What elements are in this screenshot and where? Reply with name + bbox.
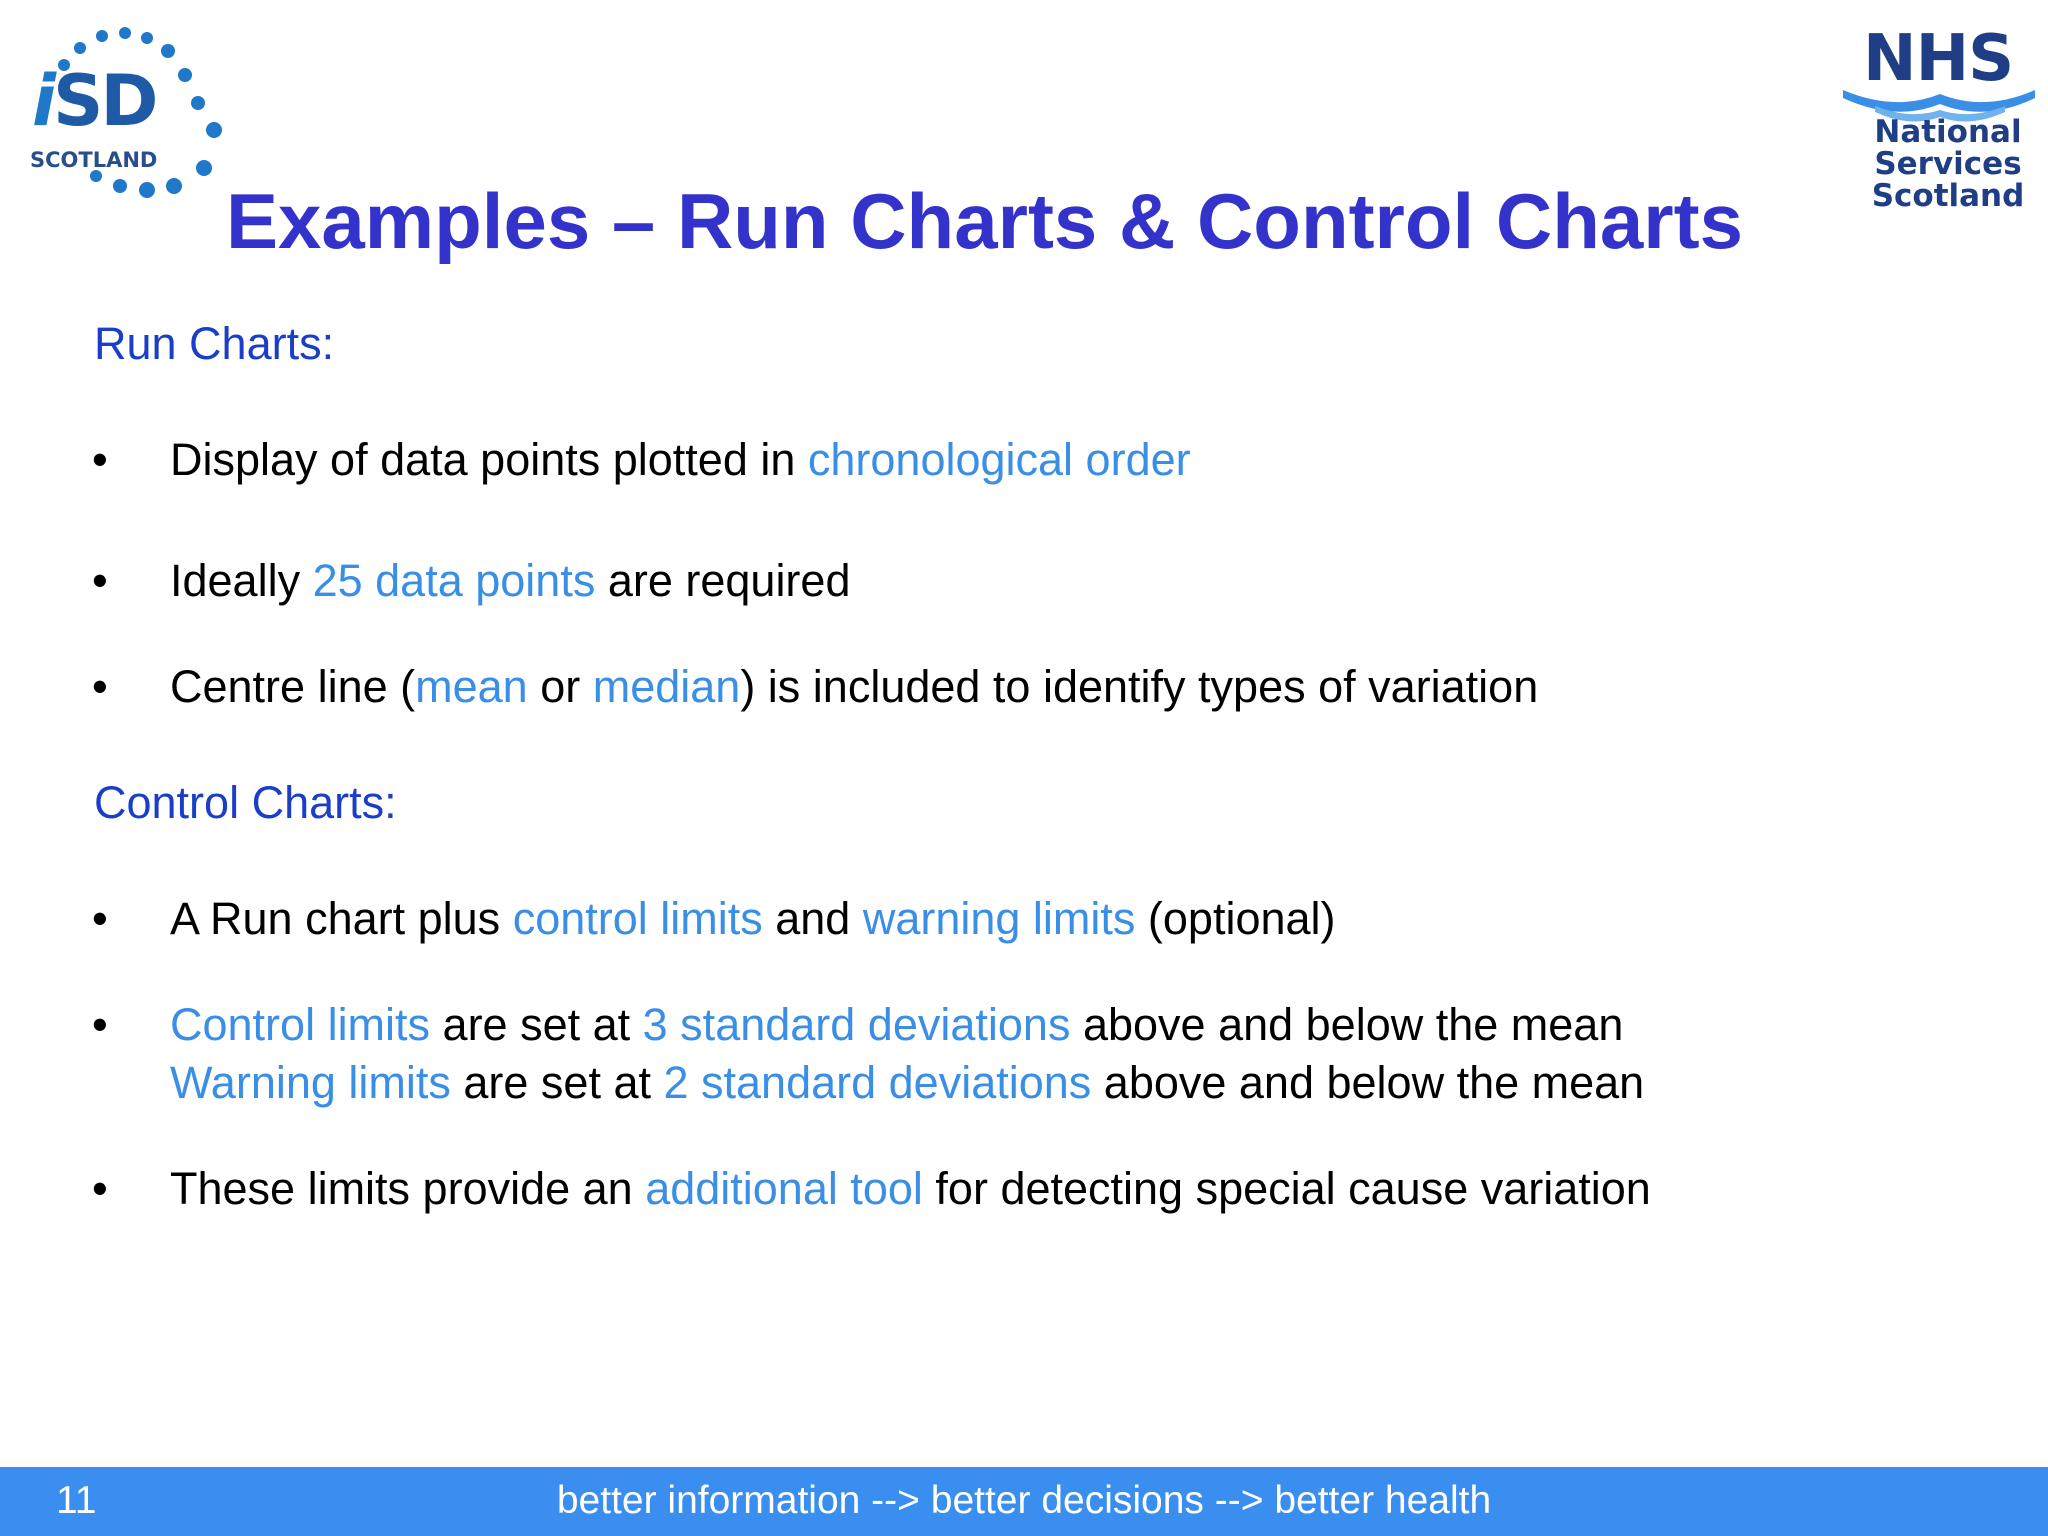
isd-scotland-logo — [22, 18, 232, 208]
nhs-logo-line-national: National — [1874, 114, 2022, 150]
bullet-text — [170, 555, 850, 607]
bullet-text — [170, 661, 1538, 713]
isd-logo-subtitle: SCOTLAND — [30, 148, 158, 172]
text-segment: Ideally — [170, 555, 313, 606]
bullet-text — [170, 1057, 1644, 1109]
text-segment: Centre line ( — [170, 661, 416, 712]
bullet-dot: • — [92, 1163, 108, 1214]
nhs-logo-line-services: Services — [1874, 146, 2022, 182]
text-segment: and — [762, 893, 863, 944]
bullet-dot: • — [92, 555, 108, 606]
text-segment: above and below the mean — [1070, 999, 1624, 1050]
text-segment: or — [527, 661, 593, 712]
isd-logo-main: SD — [53, 60, 156, 142]
text-segment: are required — [595, 555, 851, 606]
slide-title: Examples – Run Charts & Control Charts — [226, 177, 1743, 265]
highlight-segment: median — [592, 661, 741, 712]
highlight-segment: chronological order — [807, 434, 1191, 485]
highlight-segment: additional tool — [645, 1163, 923, 1214]
isd-logo-i: i — [32, 60, 53, 142]
page-number: 11 — [56, 1479, 97, 1522]
text-segment: Display of data points plotted in — [170, 434, 808, 485]
bullet-dot: • — [92, 893, 108, 944]
highlight-segment: control limits — [512, 893, 763, 944]
text-segment: are set at — [450, 1057, 664, 1108]
highlight-segment: 3 standard deviations — [642, 999, 1071, 1050]
text-segment: are set at — [430, 999, 643, 1050]
highlight-segment: 2 standard deviations — [663, 1057, 1092, 1108]
bullet-dot: • — [92, 999, 108, 1050]
bullet-text — [170, 1163, 1651, 1215]
bullet-dot: • — [92, 661, 108, 712]
run-charts-heading: Run Charts: — [94, 318, 335, 369]
highlight-segment: Control limits — [170, 999, 431, 1050]
bullet-text — [170, 893, 1336, 945]
text-segment: (optional) — [1135, 893, 1336, 944]
highlight-segment: mean — [415, 661, 528, 712]
text-segment: for detecting special cause variation — [922, 1163, 1651, 1214]
text-segment: A Run chart plus — [170, 893, 513, 944]
control-charts-heading: Control Charts: — [94, 777, 397, 828]
highlight-segment: 25 data points — [312, 555, 596, 606]
bullet-text — [170, 999, 1623, 1051]
highlight-segment: warning limits — [862, 893, 1136, 944]
highlight-segment: Warning limits — [170, 1057, 451, 1108]
bullet-text — [170, 434, 1191, 486]
footer-tagline: better information --> better decisions --> better health — [556, 1479, 1492, 1522]
footer-bar — [0, 1467, 2048, 1536]
isd-logo-text — [32, 60, 156, 142]
text-segment: above and below the mean — [1091, 1057, 1645, 1108]
text-segment: ) is included to identify types of variation — [740, 661, 1539, 712]
text-segment: These limits provide an — [170, 1163, 646, 1214]
nhs-logo-word: NHS — [1863, 22, 2014, 96]
nhs-nss-logo — [1835, 14, 2045, 224]
bullet-dot: • — [92, 434, 108, 485]
nhs-logo-line-scotland: Scotland — [1871, 178, 2025, 214]
